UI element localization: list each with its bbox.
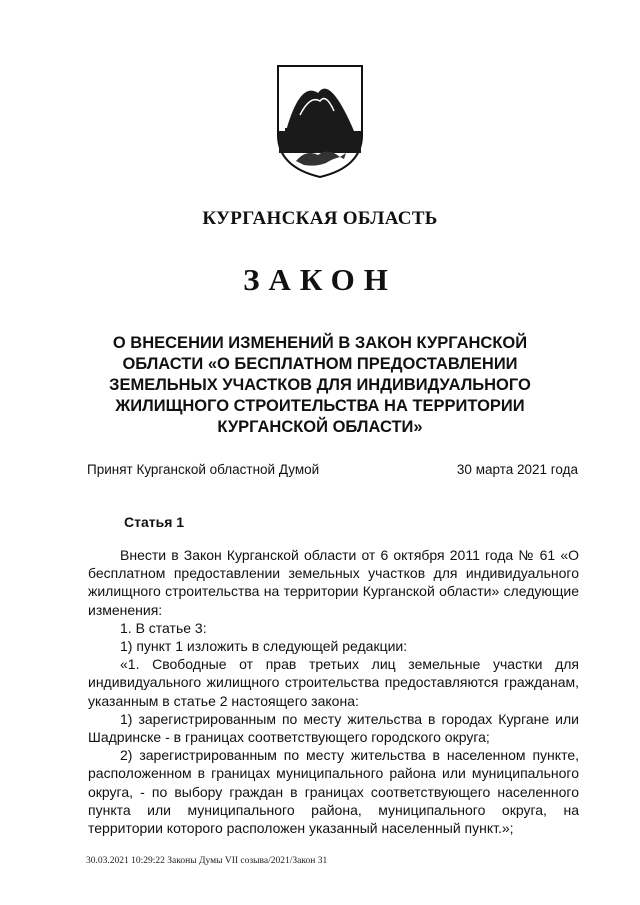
document-type: ЗАКОН (243, 262, 397, 297)
region-name: КУРГАНСКАЯ ОБЛАСТЬ (202, 208, 438, 229)
article-paragraph: 1) пункт 1 изложить в следующей редакции: (120, 638, 408, 655)
article-heading: Статья 1 (124, 514, 185, 530)
adoption-date: 30 марта 2021 года (456, 462, 578, 477)
article-paragraph: Внести в Закон Курганской области от 6 октября 2011 года № 61 «О бесплатном предоставлении земельных участков для индивидуального жилищного строительства на территории Курганской области» следующие изменения: (88, 547, 579, 618)
adopted-by: Принят Курганской областной Думой (87, 462, 320, 477)
law-title-line: ЖИЛИЩНОГО СТРОИТЕЛЬСТВА НА ТЕРРИТОРИИ (115, 397, 525, 415)
footer-stamp: 30.03.2021 10:29:22 Законы Думы VII созыва/2021/Закон 31 (86, 856, 328, 866)
coat-of-arms-emblem (270, 63, 370, 181)
article-paragraph: 1) зарегистрированным по месту жительства в городах Кургане или Шадринске - в границах соответствующего городского округа; (88, 710, 579, 746)
article-paragraph: 2) зарегистрированным по месту жительства в населенном пункте, расположенном в границах муниципального района или муниципального округа, - по выбору граждан в границах соответствующего населенного пункта или муниципального района, муниципального округа, на территории которого расположен указанный населенный пункт.»; (88, 747, 579, 837)
article-paragraph: «1. Свободные от прав третьих лиц земельные участки для индивидуального жилищного строительства предоставляются гражданам, указанным в статье 2 настоящего закона: (88, 656, 579, 709)
law-title-line: ОБЛАСТИ «О БЕСПЛАТНОМ ПРЕДОСТАВЛЕНИИ (122, 355, 518, 373)
law-title-line: ЗЕМЕЛЬНЫХ УЧАСТКОВ ДЛЯ ИНДИВИДУАЛЬНОГО (109, 376, 531, 394)
law-title-line: КУРГАНСКОЙ ОБЛАСТИ» (217, 418, 423, 436)
law-title-line: О ВНЕСЕНИИ ИЗМЕНЕНИЙ В ЗАКОН КУРГАНСКОЙ (112, 334, 528, 352)
law-title (96, 333, 544, 438)
article-paragraph: 1. В статье 3: (120, 619, 207, 636)
article-body (88, 546, 579, 837)
